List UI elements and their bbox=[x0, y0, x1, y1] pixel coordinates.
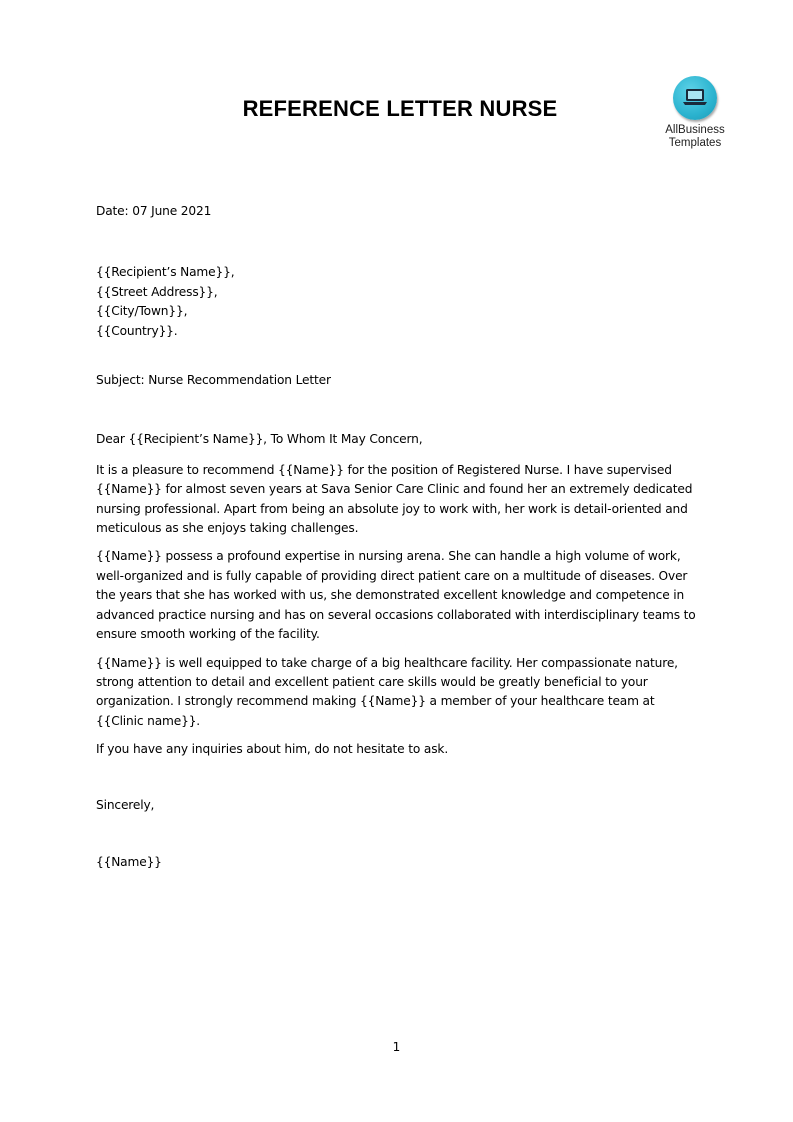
letter-subject: Subject: Nurse Recommendation Letter bbox=[96, 373, 331, 388]
letter-date: Date: 07 June 2021 bbox=[96, 204, 212, 218]
allbusiness-templates-logo bbox=[652, 76, 738, 150]
body-paragraph: {{Name}} is well equipped to take charge of a big healthcare facility. Her compassionate nature, strong attention to detail and excellent patient care skills would be greatly beneficial to your organization. I strongly recommend making {{Name}} a member of your healthcare team at {{Clinic name}}. bbox=[96, 655, 678, 728]
document-title: REFERENCE LETTER NURSE bbox=[242, 96, 558, 121]
logo-text-line1: AllBusiness bbox=[665, 124, 725, 136]
laptop-icon bbox=[673, 76, 717, 120]
letter-body bbox=[96, 202, 696, 872]
recipient-address bbox=[96, 263, 696, 341]
letter-salutation: Dear {{Recipient’s Name}}, To Whom It May Concern, bbox=[96, 432, 423, 447]
body-paragraph: {{Name}} possess a profound expertise in nursing arena. She can handle a high volume of work, well-organized and is fully capable of providing direct patient care on a multitude of diseases. Over the years that she has worked with us, she demonstrated excellent knowledge and competence in advanced practice nursing and has on several occasions collaborated with interdisciplinary teams to ensure smooth working of the facility. bbox=[96, 549, 696, 642]
signature-name: {{Name}} bbox=[96, 854, 162, 869]
address-line: {{Country}}. bbox=[96, 323, 178, 338]
logo-text-line2: Templates bbox=[668, 137, 722, 149]
page-number: 1 bbox=[392, 1040, 401, 1054]
sign-off: Sincerely, bbox=[96, 797, 155, 812]
closing-sentence: If you have any inquiries about him, do not hesitate to ask. bbox=[96, 742, 449, 757]
address-line: {{Recipient’s Name}}, bbox=[96, 265, 235, 280]
address-line: {{City/Town}}, bbox=[96, 304, 188, 319]
body-paragraph: It is a pleasure to recommend {{Name}} for the position of Registered Nurse. I have supervised {{Name}} for almost seven years at Sava Senior Care Clinic and found her an extremely dedicated nursing professional. Apart from being an absolute joy to work with, her work is detail-oriented and meticulous as she enjoys taking challenges. bbox=[96, 462, 693, 536]
address-line: {{Street Address}}, bbox=[96, 284, 218, 299]
